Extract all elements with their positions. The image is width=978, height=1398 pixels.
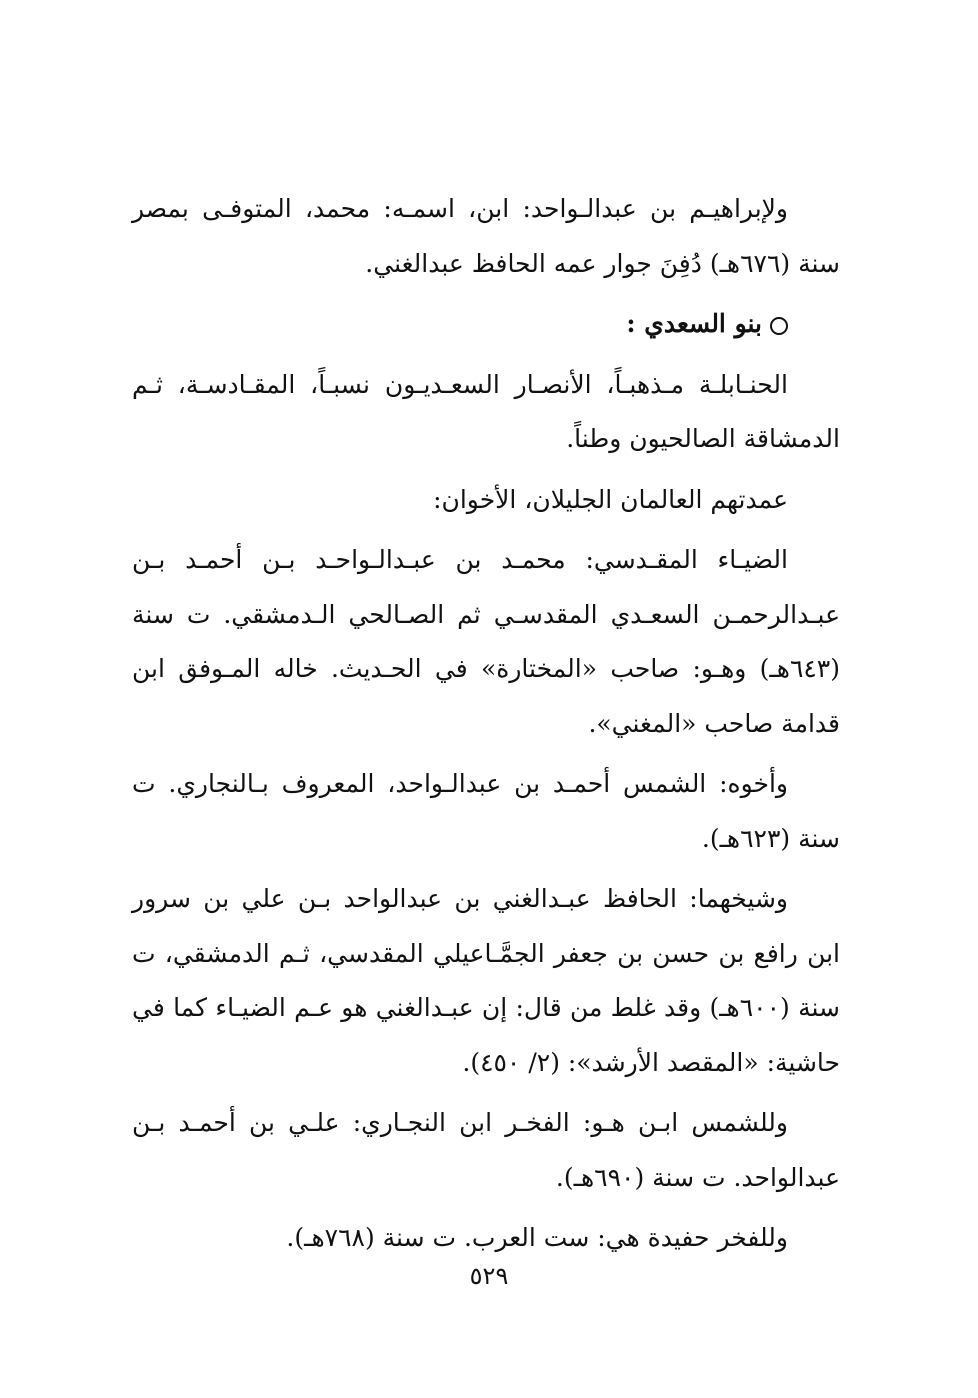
section-heading <box>132 297 840 352</box>
paragraph-ibrahim: ولإبراهيـم بن عبدالـواحد: ابن، اسمـه: محمد، المتوفـى بمصر سنة (٦٧٦هـ) دُفِنَ جوار عمه الحافظ عبدالغني. <box>132 194 840 278</box>
paragraph-granddaughter: وللفخر حفيدة هي: ست العرب. ت سنة (٧٦٨هـ). <box>286 1223 788 1252</box>
paragraph-diya: الضيـاء المقـدسي: محمـد بن عبـدالـواحـد بـن أحمـد بـن عبـدالرحمـن السعـدي المقدسـي ثم الصـالحي الـدمشقي. ت سنة (٦٤٣هـ) وهـو: صاحب «المختارة» في الحـديث. خاله المـوفق ابن قدامة صاحب «المغني». <box>132 545 840 738</box>
page-number: ٥٢٩ <box>469 1262 509 1290</box>
paragraph-shams-son: وللشمس ابـن هـو: الفخـر ابن النجـاري: علـي بن أحمـد بـن عبدالواحد. ت سنة (٦٩٠هـ). <box>132 1108 840 1192</box>
paragraph-hanabila: الحنـابلـة مـذهبـاً، الأنصـار السعـديـون نسبـاً، المقـادسـة، ثـم الدمشاقة الصالحيون وطناً. <box>132 369 840 453</box>
paragraph-umdatuhum: عمدتهم العالمان الجليلان، الأخوان: <box>433 484 788 514</box>
circle-bullet-icon <box>770 317 788 335</box>
paragraph-akhuhu: وأخوه: الشمس أحمـد بن عبدالـواحد، المعروف بـالنجاري. ت سنة (٦٢٣هـ). <box>132 769 840 853</box>
section-heading-text: بنو السعدي : <box>626 309 762 338</box>
paragraph-shaykhuhuma: وشيخهما: الحافظ عبـدالغني بن عبدالواحد بـن علي بن سرور ابن رافع بن حسن بن جعفر الجمَّـاعيلي المقدسي، ثـم الدمشقي، ت سنة (٦٠٠هـ) وقد غلط من قال: إن عبـدالغني هو عـم الضيـاء كما في حاشية: «المقصد الأرشد»: (٢/ ٤٥٠). <box>132 884 840 1077</box>
text-body <box>132 182 840 1266</box>
